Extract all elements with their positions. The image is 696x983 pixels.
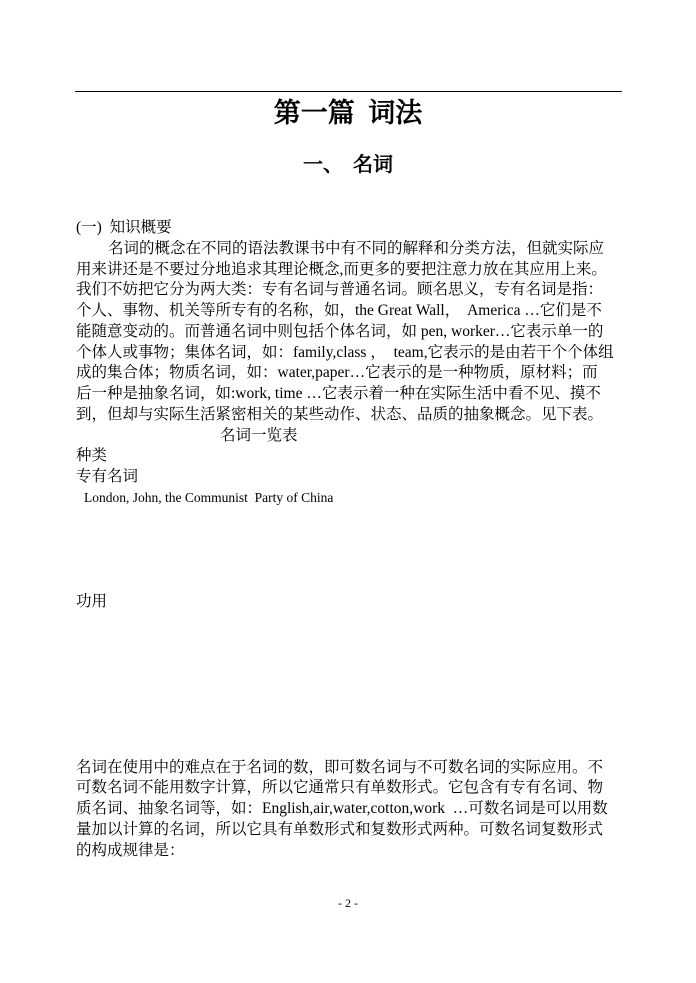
noun-type-row: [76, 550, 636, 571]
subsection-heading: (一) 知识概要: [76, 219, 172, 236]
noun-type-row: [76, 529, 636, 550]
paragraph-line: 个人、事物、机关等所专有的名称，如，the Great Wall， America …它们是不: [76, 302, 602, 319]
proper-noun-label: 专有名词: [76, 468, 139, 485]
paragraph-line: 名词的概念在不同的语法教课书中有不同的解释和分类方法，但就实际应: [108, 239, 605, 257]
paragraph-line: 能随意变动的。而普通名词中则包括个体名词，如 pen, worker…它表示单一的: [76, 322, 604, 340]
proper-noun-examples: London, John, the Communist Party of China: [84, 489, 334, 505]
paragraph-line: 名词在使用中的难点在于名词的数，即可数名词与不可数名词的实际应用。不: [76, 758, 604, 776]
chapter-title: 第一篇 词法: [273, 98, 423, 128]
function-table-header: 功用: [76, 592, 108, 610]
paragraph-line: 质名词、抽象名词等，如：English,air,water,cotton,work …可数名词是可以用数: [76, 800, 608, 817]
function-row: [76, 612, 636, 633]
function-row: [76, 654, 636, 675]
paragraph-line: 的构成规律是：: [76, 841, 185, 859]
function-row: [76, 737, 636, 758]
body-text: [76, 218, 636, 882]
paragraph-line: 成的集合体；物质名词，如：water,paper…它表示的是一种物质，原材料；而: [76, 364, 598, 382]
paragraph-line: 量加以计算的名词，所以它具有单数形式和复数形式两种。可数名词复数形式: [76, 820, 604, 838]
function-row: [76, 675, 636, 696]
function-row: [76, 716, 636, 737]
section-title: 一、 名词: [303, 154, 393, 176]
noun-table-title: 名词一览表: [220, 426, 298, 444]
paragraph-line: 后一种是抽象名词，如:work, time …它表示着一种在实际生活中看不见、摸不: [76, 385, 601, 402]
paragraph-line: 我们不妨把它分为两大类：专有名词与普通名词。顾名思义，专有名词是指：: [76, 281, 604, 299]
noun-type-row: [76, 509, 636, 530]
paragraph-line: 用来讲还是不要过分地追求其理论概念,而更多的要把注意力放在其应用上来。: [76, 260, 607, 278]
page-number: - 2 -: [338, 896, 358, 910]
function-row: [76, 695, 636, 716]
paragraph-line: 到，但却与实际生活紧密相关的某些动作、状态、品质的抽象概念。见下表。: [76, 405, 604, 423]
function-row: [76, 633, 636, 654]
noun-type-row: [76, 571, 636, 592]
paragraph-line: 个体人或事物；集体名词，如：family,class ， team,它表示的是由若干个个体组: [76, 343, 614, 361]
paragraph-line: 可数名词不能用数字计算，所以它通常只有单数形式。它包含有专有名词、物: [76, 779, 604, 797]
header-rule: [75, 91, 622, 92]
rule-list-item: [76, 861, 636, 882]
noun-table-header: 种类: [76, 447, 108, 465]
